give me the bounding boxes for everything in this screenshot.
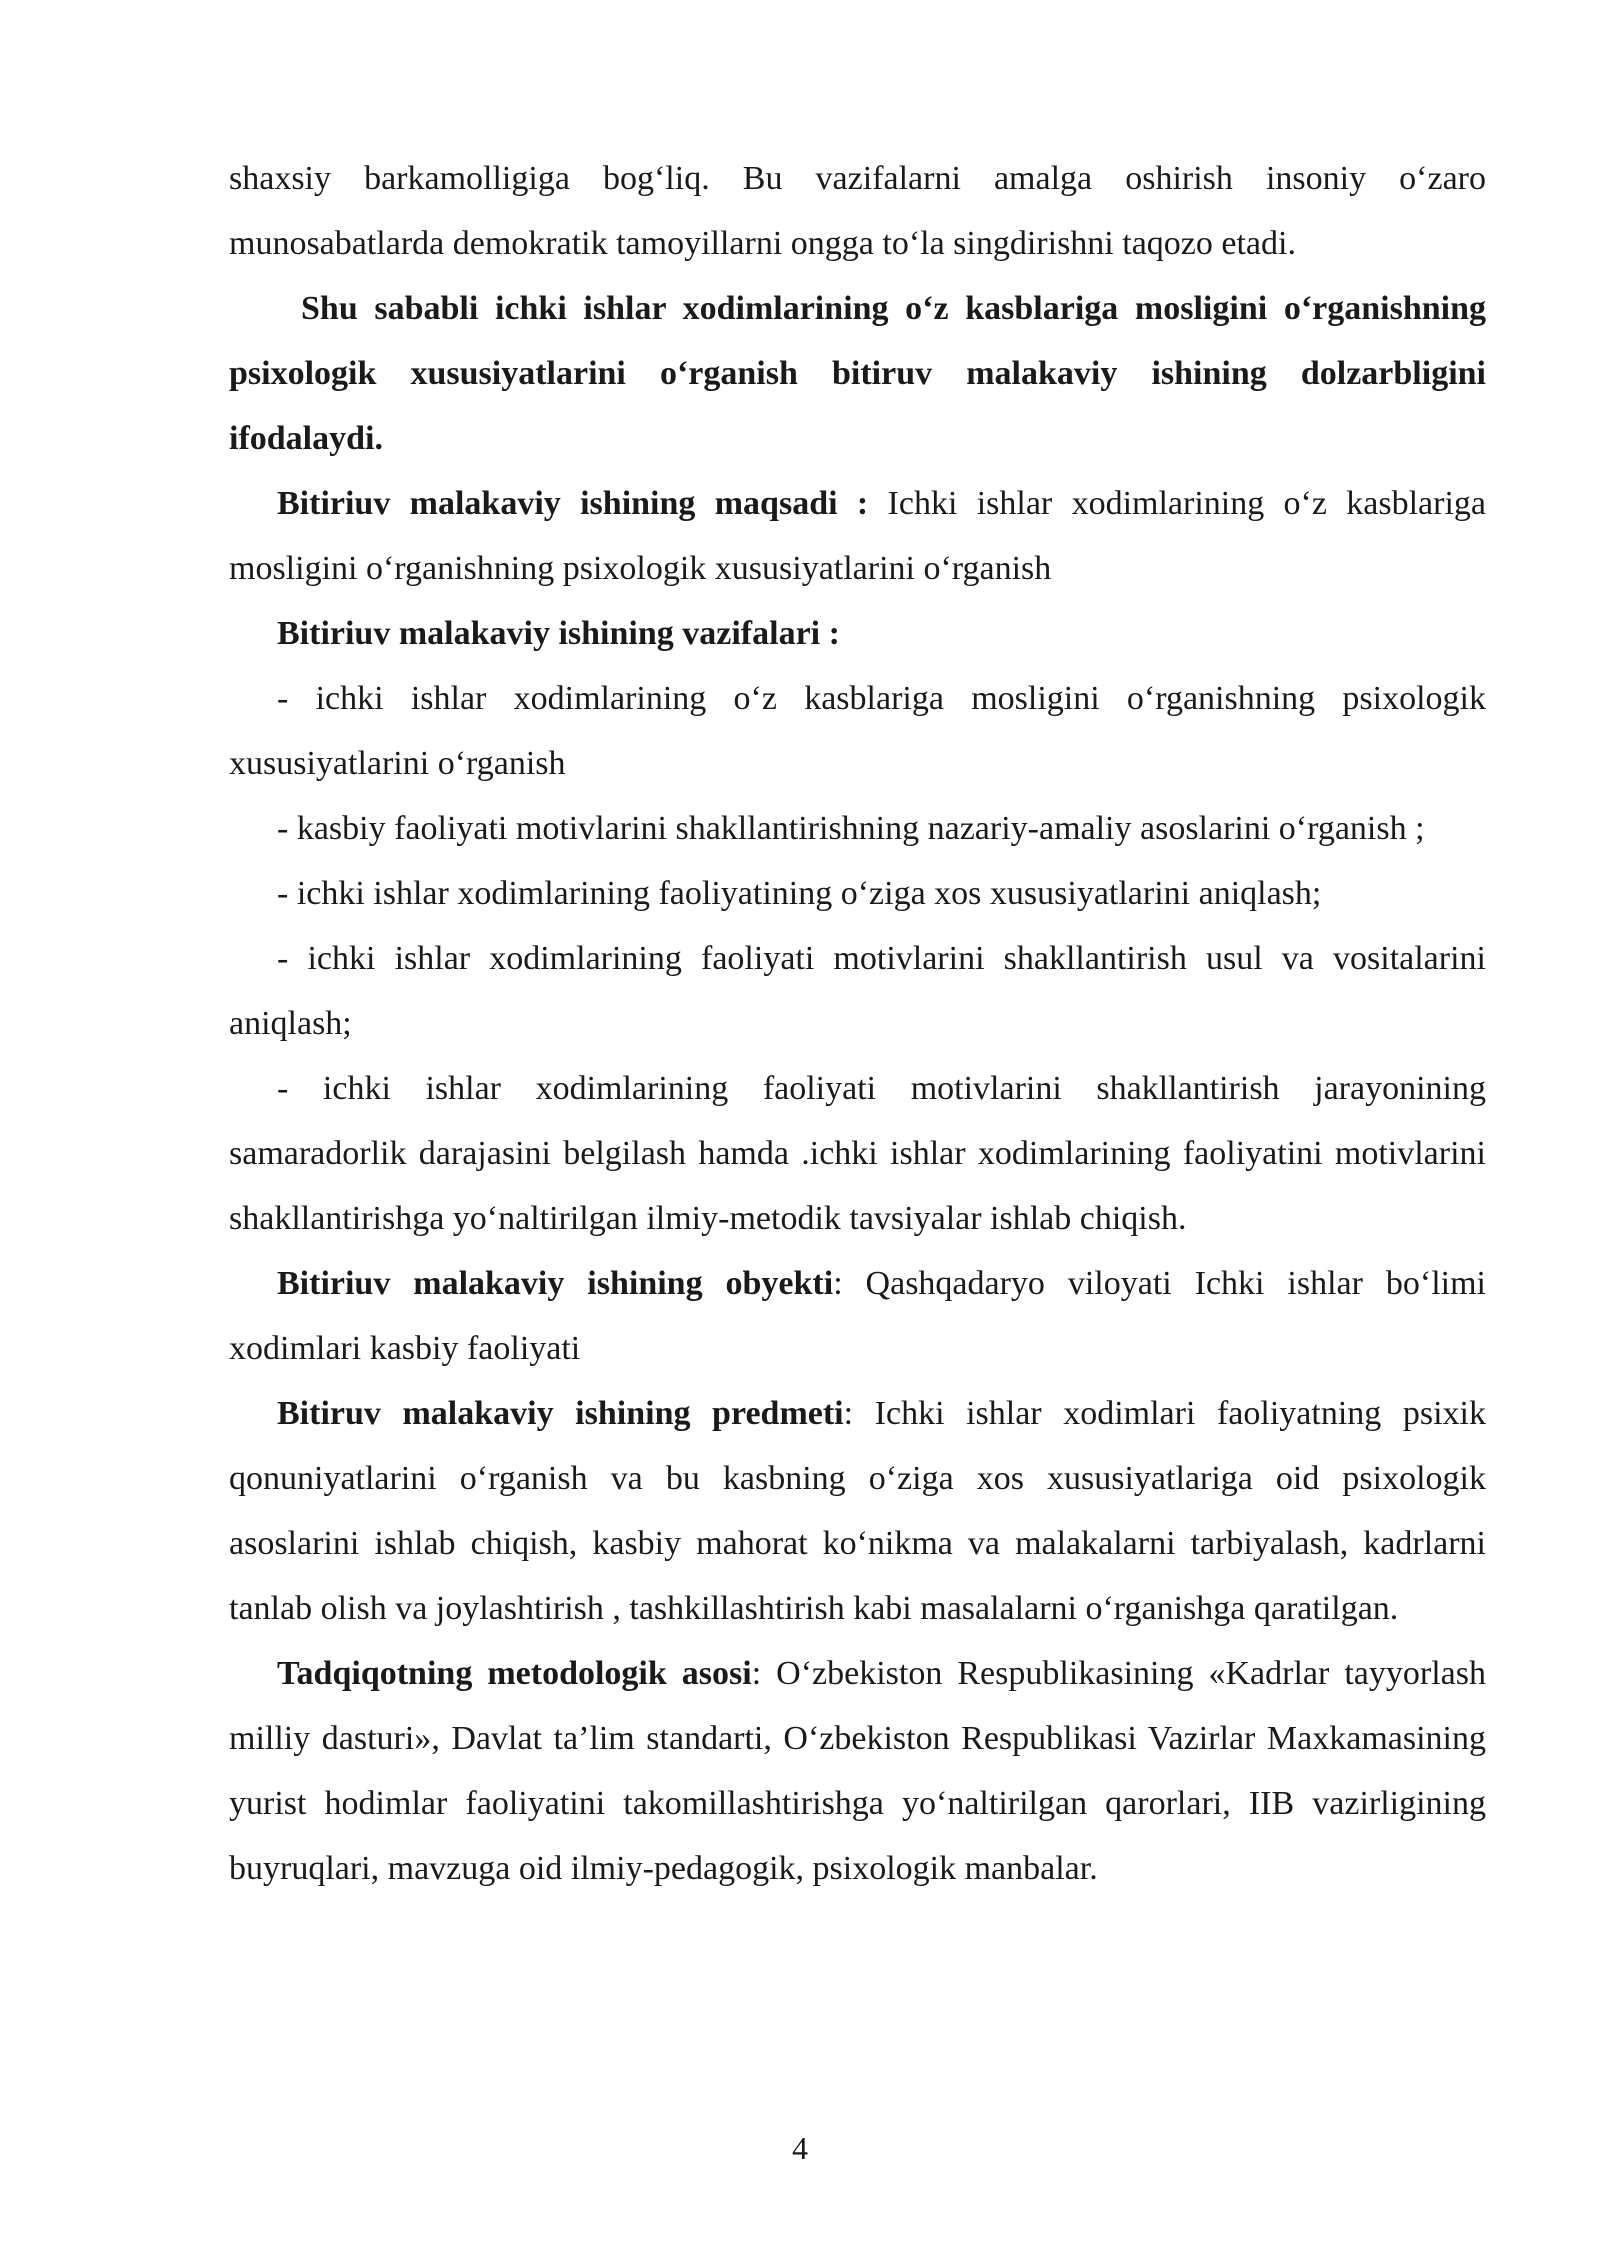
task-item-3: - ichki ishlar xodimlarining faoliyatining o‘ziga xos xususiyatlarini aniqlash; — [277, 875, 1322, 912]
subject-label: Bitiruv malakaviy ishining predmeti — [277, 1395, 844, 1432]
paragraph-subject — [229, 1381, 1486, 1641]
object-label: Bitiriuv malakaviy ishining obyekti — [277, 1265, 834, 1302]
document-page — [229, 146, 1486, 1901]
tasks-heading: Bitiriuv malakaviy ishining vazifalari : — [277, 615, 840, 652]
task-item-5: - ichki ishlar xodimlarining faoliyati motivlarini shakllantirish jarayonining samaradorlik darajasini belgilash hamda .ichki ishlar xodimlarining faoliyatini motivlarini shakllantirishga yo‘naltirilgan ilmiy-metodik tavsiyalar ishlab chiqish. — [229, 1070, 1486, 1237]
subject-text: : Ichki ishlar xodimlari faoliyatning psixik qonuniyatlarini o‘rganish va bu kasbning o‘ziga xos xususiyatlariga oid psixologik asoslarini ishlab chiqish, kasbiy mahorat ko‘nikma va malakalarni tarbiyalash, kadrlarni tanlab olish va joylashtirish , tashkillashtirish kabi masalalarni o‘rganishga qaratilgan. — [229, 1395, 1486, 1627]
goal-label: Bitiriuv malakaviy ishining maqsadi : — [277, 485, 869, 522]
object-text: : Qashqadaryo viloyati Ichki ishlar bo‘limi xodimlari kasbiy faoliyati — [229, 1265, 1486, 1367]
methodology-text: : O‘zbekiston Respublikasining «Kadrlar tayyorlash milliy dasturi», Davlat ta’lim standarti, O‘zbekiston Respublikasi Vazirlar Maxkamasining yurist hodimlar faoliyatini takomillashtirishga yo‘naltirilgan qarorlari, IIB vazirligining buyruqlari, mavzuga oid ilmiy-pedagogik, psixologik manbalar. — [229, 1655, 1486, 1887]
task-item-2: - kasbiy faoliyati motivlarini shakllantirishning nazariy-amaliy asoslarini o‘rganish ; — [277, 810, 1425, 847]
paragraph-methodology — [229, 1641, 1486, 1901]
goal-text: Ichki ishlar xodimlarining o‘z kasblariga mosligini o‘rganishning psixologik xususiyatlarini o‘rganish — [229, 485, 1486, 587]
task-item-1: - ichki ishlar xodimlarining o‘z kasblariga mosligini o‘rganishning psixologik xususiyatlarini o‘rganish — [229, 680, 1486, 782]
paragraph-goal — [229, 471, 1486, 601]
paragraph-object — [229, 1251, 1486, 1381]
paragraph-intro: shaxsiy barkamolligiga bog‘liq. Bu vazifalarni amalga oshirish insoniy o‘zaro munosabatlarda demokratik tamoyillarni ongga to‘la singdirishni taqozo etadi. — [229, 160, 1486, 262]
task-item-4: - ichki ishlar xodimlarining faoliyati motivlarini shakllantirish usul va vositalarini aniqlash; — [229, 940, 1486, 1042]
methodology-label: Tadqiqotning metodologik asosi — [277, 1655, 752, 1692]
page-number: 4 — [792, 2130, 808, 2166]
paragraph-relevance: Shu sababli ichki ishlar xodimlarining o‘z kasblariga mosligini o‘rganishning psixologik xususiyatlarini o‘rganish bitiruv malakaviy ishining dolzarbligini ifodalaydi. — [229, 290, 1486, 457]
